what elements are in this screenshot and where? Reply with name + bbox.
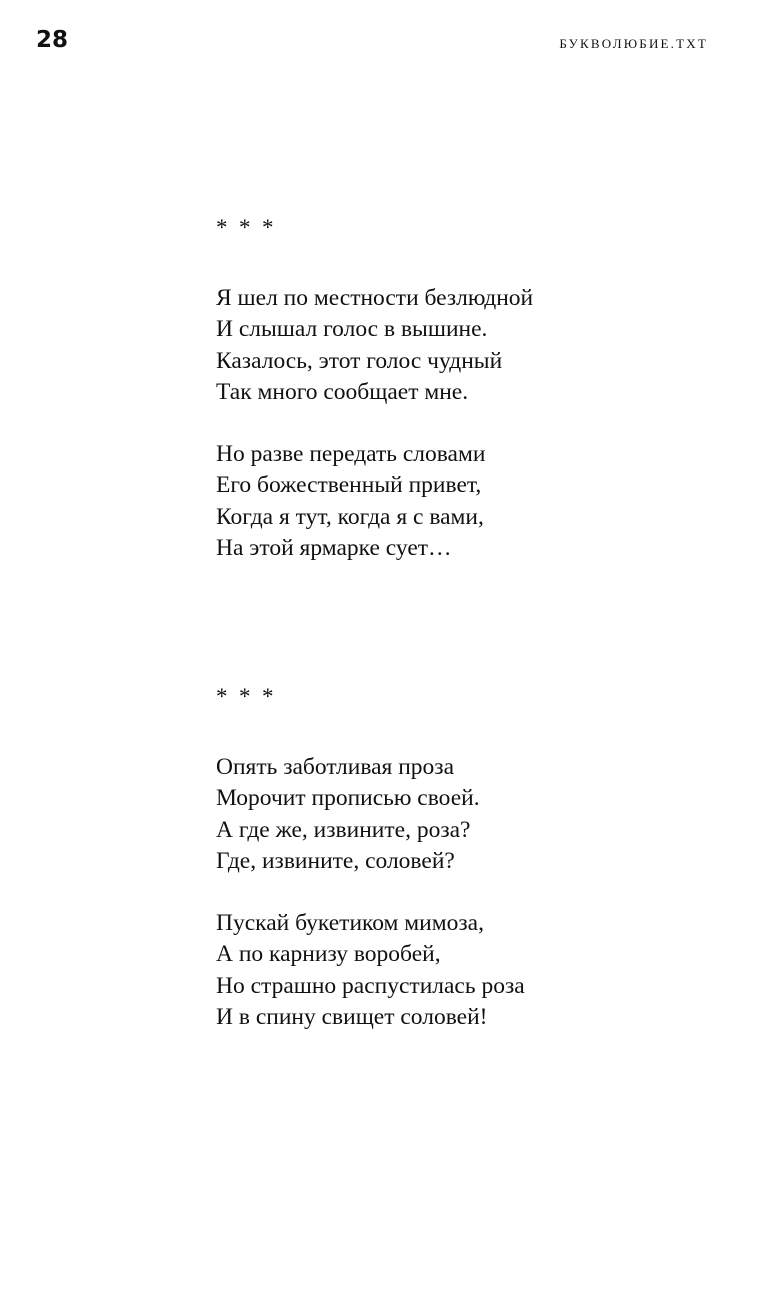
stanza: [216, 439, 533, 564]
poem: [216, 212, 533, 595]
poem-line: На этой ярмарке сует…: [216, 535, 452, 562]
poem-line: Когда я тут, когда я с вами,: [216, 503, 484, 530]
poem-line: Но страшно распустилась роза: [216, 972, 525, 999]
stanza: [216, 283, 533, 408]
poem-line: А по карнизу воробей,: [216, 941, 441, 968]
poem-line: И слышал голос в вышине.: [216, 316, 488, 343]
poem-line: Пускай букетиком мимоза,: [216, 910, 484, 937]
poem-line: А где же, извините, роза?: [216, 816, 471, 843]
poem-line: Но разве передать словами: [216, 441, 486, 468]
stanza: [216, 752, 525, 877]
poem-line: Морочит прописью своей.: [216, 785, 480, 812]
poem-line: И в спину свищет соловей!: [216, 1004, 488, 1031]
stanza: [216, 908, 525, 1033]
poem-line: Так много сообщает мне.: [216, 378, 469, 405]
poem: [216, 681, 525, 1064]
running-head: БУКВОЛЮБИЕ.ТХТ: [559, 36, 708, 51]
poem-line: Его божественный привет,: [216, 472, 482, 499]
poem-line: Где, извините, соловей?: [216, 847, 455, 874]
poem-line: Я шел по местности безлюдной: [216, 285, 534, 311]
poem-line: Опять заботливая проза: [216, 754, 455, 780]
asterism-divider: * * *: [216, 215, 274, 240]
page-number: 28: [36, 27, 69, 53]
poem-line: Казалось, этот голос чудный: [216, 347, 503, 374]
asterism-divider: * * *: [216, 684, 274, 709]
